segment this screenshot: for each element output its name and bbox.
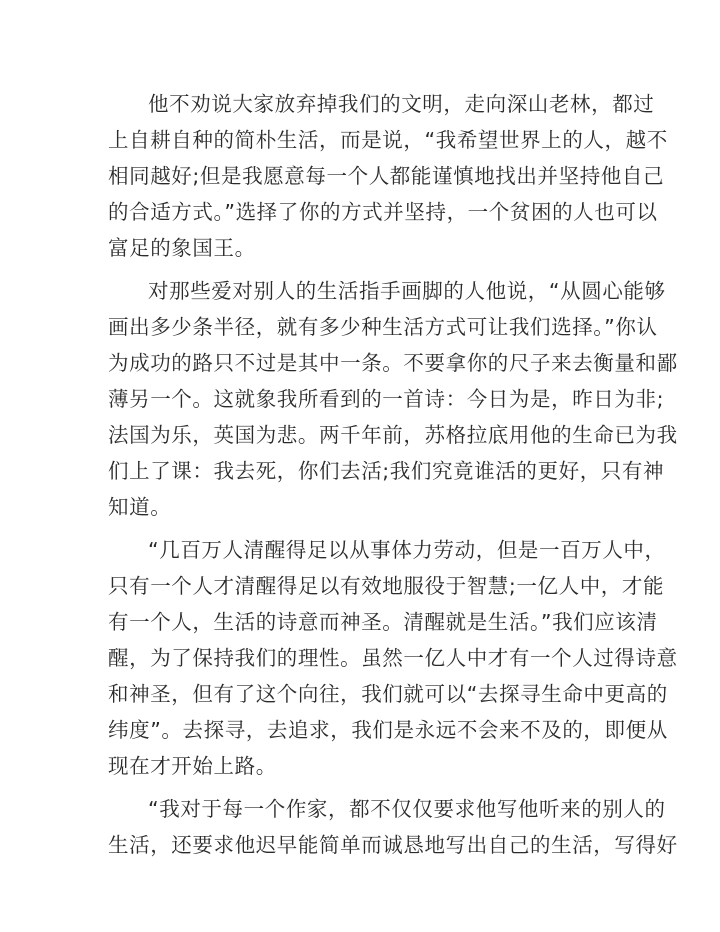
- text-line: 富足的象国王。: [108, 236, 256, 260]
- text-line: 薄另一个。这就象我所看到的一首诗：今日为是，昨日为非;: [108, 387, 665, 411]
- text-line: 们上了课：我去死，你们去活;我们究竟谁活的更好，只有神: [108, 459, 665, 483]
- text-line: 对那些爱对别人的生活指手画脚的人他说，“从圆心能够: [148, 279, 666, 303]
- text-line: 上自耕自种的简朴生活，而是说，“我希望世界上的人，越不: [108, 128, 668, 152]
- text-line: 相同越好;但是我愿意每一个人都能谨慎地找出并坚持他自己: [108, 164, 665, 188]
- paragraph-1: [108, 86, 668, 266]
- text-line: 纬度”。去探寻，去追求，我们是永远不会来不及的，即便从: [108, 718, 668, 742]
- text-line: “几百万人清醒得足以从事体力劳动，但是一百万人中，: [148, 538, 666, 562]
- text-line: 生活，还要求他迟早能简单而诚恳地写出自己的生活，写得好: [108, 833, 678, 857]
- text-line: 只有一个人才清醒得足以有效地服役于智慧;一亿人中，才能: [108, 574, 665, 598]
- text-line: 醒，为了保持我们的理性。虽然一亿人中才有一个人过得诗意: [108, 646, 678, 670]
- text-line: 知道。: [108, 495, 172, 519]
- text-line: 为成功的路只不过是其中一条。不要拿你的尺子来去衡量和鄙: [108, 351, 678, 375]
- text-line: 画出多少条半径，就有多少种生活方式可让我们选择。”你认: [108, 315, 658, 339]
- body-text: [108, 86, 678, 870]
- text-line: “我对于每一个作家，都不仅仅要求他写他听来的别人的: [148, 797, 666, 821]
- paragraph-4: [108, 791, 678, 863]
- text-line: 的合适方式。”选择了你的方式并坚持，一个贫困的人也可以: [108, 200, 658, 224]
- text-line: 法国为乐，英国为悲。两千年前，苏格拉底用他的生命已为我: [108, 423, 678, 447]
- paragraph-3: [108, 532, 678, 784]
- text-line: 和神圣，但有了这个向往，我们就可以“去探寻生命中更高的: [108, 682, 668, 706]
- text-line: 他不劝说大家放弃掉我们的文明，走向深山老林，都过: [148, 92, 655, 116]
- text-line: 现在才开始上路。: [108, 754, 277, 778]
- text-line: 有一个人，生活的诗意而神圣。清醒就是生活。”我们应该清: [108, 610, 658, 634]
- paragraph-2: [108, 273, 678, 525]
